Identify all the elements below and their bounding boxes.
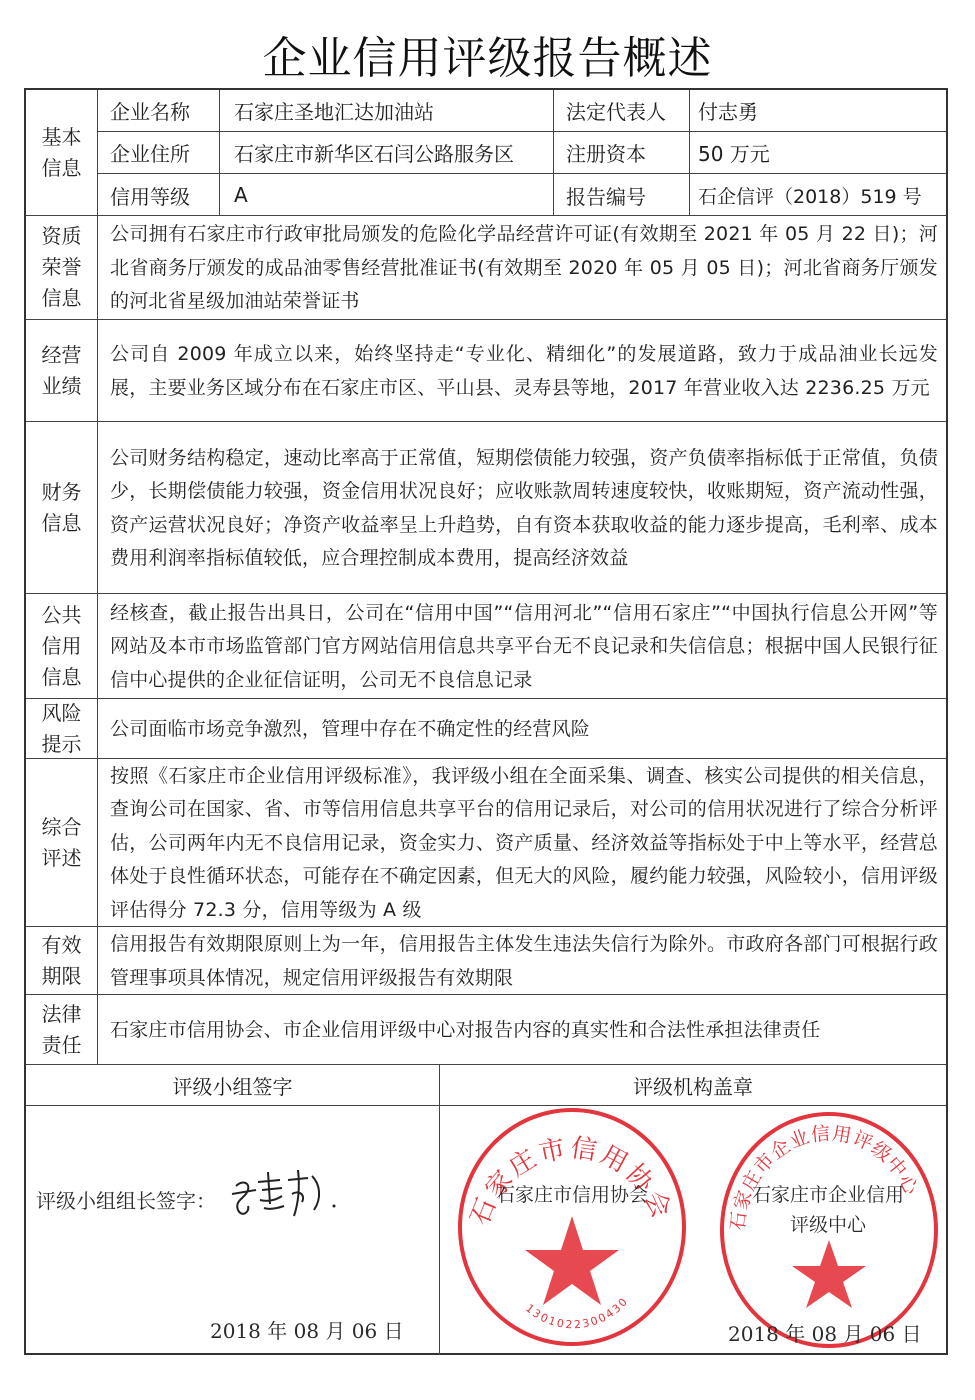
section-label: 法律责任 — [41, 1001, 82, 1057]
handwritten-signature — [228, 1160, 348, 1230]
registered-capital-value: 50 万元 — [698, 142, 770, 166]
cell — [26, 1065, 440, 1105]
section-label: 经营业绩 — [41, 342, 82, 398]
credit-association-seal — [458, 1108, 686, 1346]
team-signature-date: 2018 年 08 月 06 日 — [210, 1319, 404, 1343]
signature-header-row — [26, 1065, 946, 1106]
svg-text:1301022300430 — [523, 1294, 631, 1331]
section-text: 信用报告有效期限原则上为一年，信用报告主体发生违法失信行为除外。市政府各部门可根据行政管理事项具体情况，规定信用评级报告有效期限 — [110, 933, 938, 989]
cell — [440, 1065, 946, 1105]
report-number-value: 石企信评（2018）519 号 — [698, 185, 922, 208]
cell — [690, 174, 946, 216]
report-number-label: 报告编号 — [566, 184, 646, 209]
section-legal-responsibility — [26, 995, 946, 1065]
basic-info-row — [98, 90, 946, 132]
cell — [98, 132, 220, 173]
legal-rep-label: 法定代表人 — [566, 100, 666, 124]
cell — [554, 132, 690, 173]
rating-team-signature-cell — [26, 1106, 440, 1355]
credit-grade-label: 信用等级 — [110, 184, 190, 209]
section-label: 资质荣誉信息 — [41, 224, 82, 310]
seal-code: 1301022300430 — [522, 1294, 632, 1332]
section-business-performance — [26, 320, 946, 422]
section-public-credit — [26, 594, 946, 699]
cell — [220, 174, 554, 216]
cell — [554, 174, 690, 216]
basic-info-label-text: 基本信息 — [41, 124, 82, 180]
section-financial-info — [26, 422, 946, 594]
section-label-cell — [26, 995, 98, 1064]
star-icon — [792, 1240, 866, 1308]
seal2-organization-name-line2: 评级中心 — [790, 1214, 867, 1236]
rating-team-signature-header: 评级小组签字 — [172, 1074, 293, 1099]
cell — [220, 90, 554, 131]
credit-report-table — [24, 88, 948, 1355]
basic-info-row — [98, 132, 946, 174]
basic-info-label — [26, 90, 98, 215]
section-risk-warning — [26, 699, 946, 759]
section-label: 公共信用信息 — [41, 602, 82, 689]
section-overall-review — [26, 759, 946, 927]
cell — [220, 132, 554, 173]
section-label-cell — [26, 699, 98, 758]
rating-agency-seal-header: 评级机构盖章 — [633, 1074, 753, 1099]
section-label: 综合评述 — [41, 814, 82, 870]
section-text: 公司面临市场竞争激烈，管理中存在不确定性的经营风险 — [110, 717, 591, 740]
section-text: 石家庄市信用协会、市企业信用评级中心对报告内容的真实性和合法性承担法律责任 — [110, 1018, 821, 1041]
section-text: 公司财务结构稳定，速动比率高于正常值，短期偿债能力较强，资产负债率指标低于正常值，负债少，长期偿债能力较强，资金信用状况良好；应收账款周转速度较快，收账期短，资产流动性强，资产运营状况良好；净资产收益率呈上升趋势，自有资本获取收益的能力逐步提高，毛利率、成本费用利润率指标值较低，应合理控制成本费用，提高经济效益 — [110, 446, 938, 569]
section-text: 按照《石家庄市企业信用评级标准》，我评级小组在全面采集、调查、核实公司提供的相关信息，查询公司在国家、省、市等信用信息共享平台的信用记录后，对公司的信用状况进行了综合分析评估，公司两年内无不良信用记录，资金实力、资产质量、经济效益等指标处于中上等水平，经营总体处于良性循环状态，可能存在不确定因素，但无大的风险，履约能力较强，风险较小，信用评级评估得分 72.3 分，信用等级为 A 级 — [110, 764, 938, 921]
company-name-value: 石家庄圣地汇达加油站 — [234, 100, 434, 124]
section-text: 公司拥有石家庄市行政审批局颁发的危险化学品经营许可证(有效期至 2021 年 05 月 22 日)；河北省商务厅颁发的成品油零售经营批准证书(有效期至 2020 年 05 月 05 日)；河北省商务厅颁发的河北省星级加油站荣誉证书 — [110, 223, 938, 313]
seal-ring-text: 石家庄市企业信用评级中心 — [726, 1122, 923, 1232]
cell — [98, 90, 220, 131]
seal-ring-text: 石家庄市信用协会 — [464, 1133, 678, 1230]
rating-agency-seal-cell — [440, 1106, 946, 1355]
section-label: 风险提示 — [41, 700, 82, 756]
company-name-label: 企业名称 — [110, 100, 190, 124]
cell — [98, 174, 220, 216]
document-title: 企业信用评级报告概述 — [262, 33, 713, 84]
cell — [554, 90, 690, 131]
company-address-value: 石家庄市新华区石闫公路服务区 — [234, 142, 514, 166]
section-text: 经核查，截止报告出具日，公司在“信用中国”“信用河北”“信用石家庄”“中国执行信息公开网”等网站及本市市场监管部门官方网站信用信息共享平台无不良记录和失信信息；根据中国人民银行征信中心提供的企业征信证明，公司无不良信息记录 — [110, 601, 938, 691]
section-label-cell — [26, 759, 98, 926]
team-leader-signature-label: 评级小组组长签字： — [36, 1189, 216, 1213]
section-label-cell — [26, 216, 98, 319]
section-qualifications — [26, 216, 946, 320]
section-label-cell — [26, 927, 98, 994]
seal1-organization-name: 石家庄市信用协会 — [496, 1184, 649, 1206]
seal-graphic — [462, 1112, 682, 1342]
seal2-organization-name-line1: 石家庄市企业信用 — [752, 1184, 905, 1206]
credit-grade-value: A — [234, 183, 248, 207]
registered-capital-label: 注册资本 — [566, 142, 646, 166]
legal-rep-value: 付志勇 — [698, 100, 758, 124]
signature-body-row — [26, 1106, 946, 1355]
company-address-label: 企业住所 — [110, 142, 190, 166]
cell — [690, 90, 946, 131]
section-label: 财务信息 — [41, 479, 82, 535]
seal-date: 2018 年 08 月 06 日 — [728, 1322, 922, 1346]
section-label: 有效期限 — [41, 932, 82, 988]
basic-info-row — [98, 174, 946, 216]
section-label-cell — [26, 594, 98, 698]
section-label-cell — [26, 422, 98, 593]
section-text: 公司自 2009 年成立以来，始终坚持走“专业化、精细化”的发展道路，致力于成品油业长远发展，主要业务区域分布在石家庄市区、平山县、灵寿县等地，2017 年营业收入达 2236.25 万元 — [110, 343, 938, 399]
section-label-cell — [26, 320, 98, 421]
star-icon — [525, 1216, 619, 1305]
section-validity — [26, 927, 946, 995]
cell — [690, 132, 946, 173]
